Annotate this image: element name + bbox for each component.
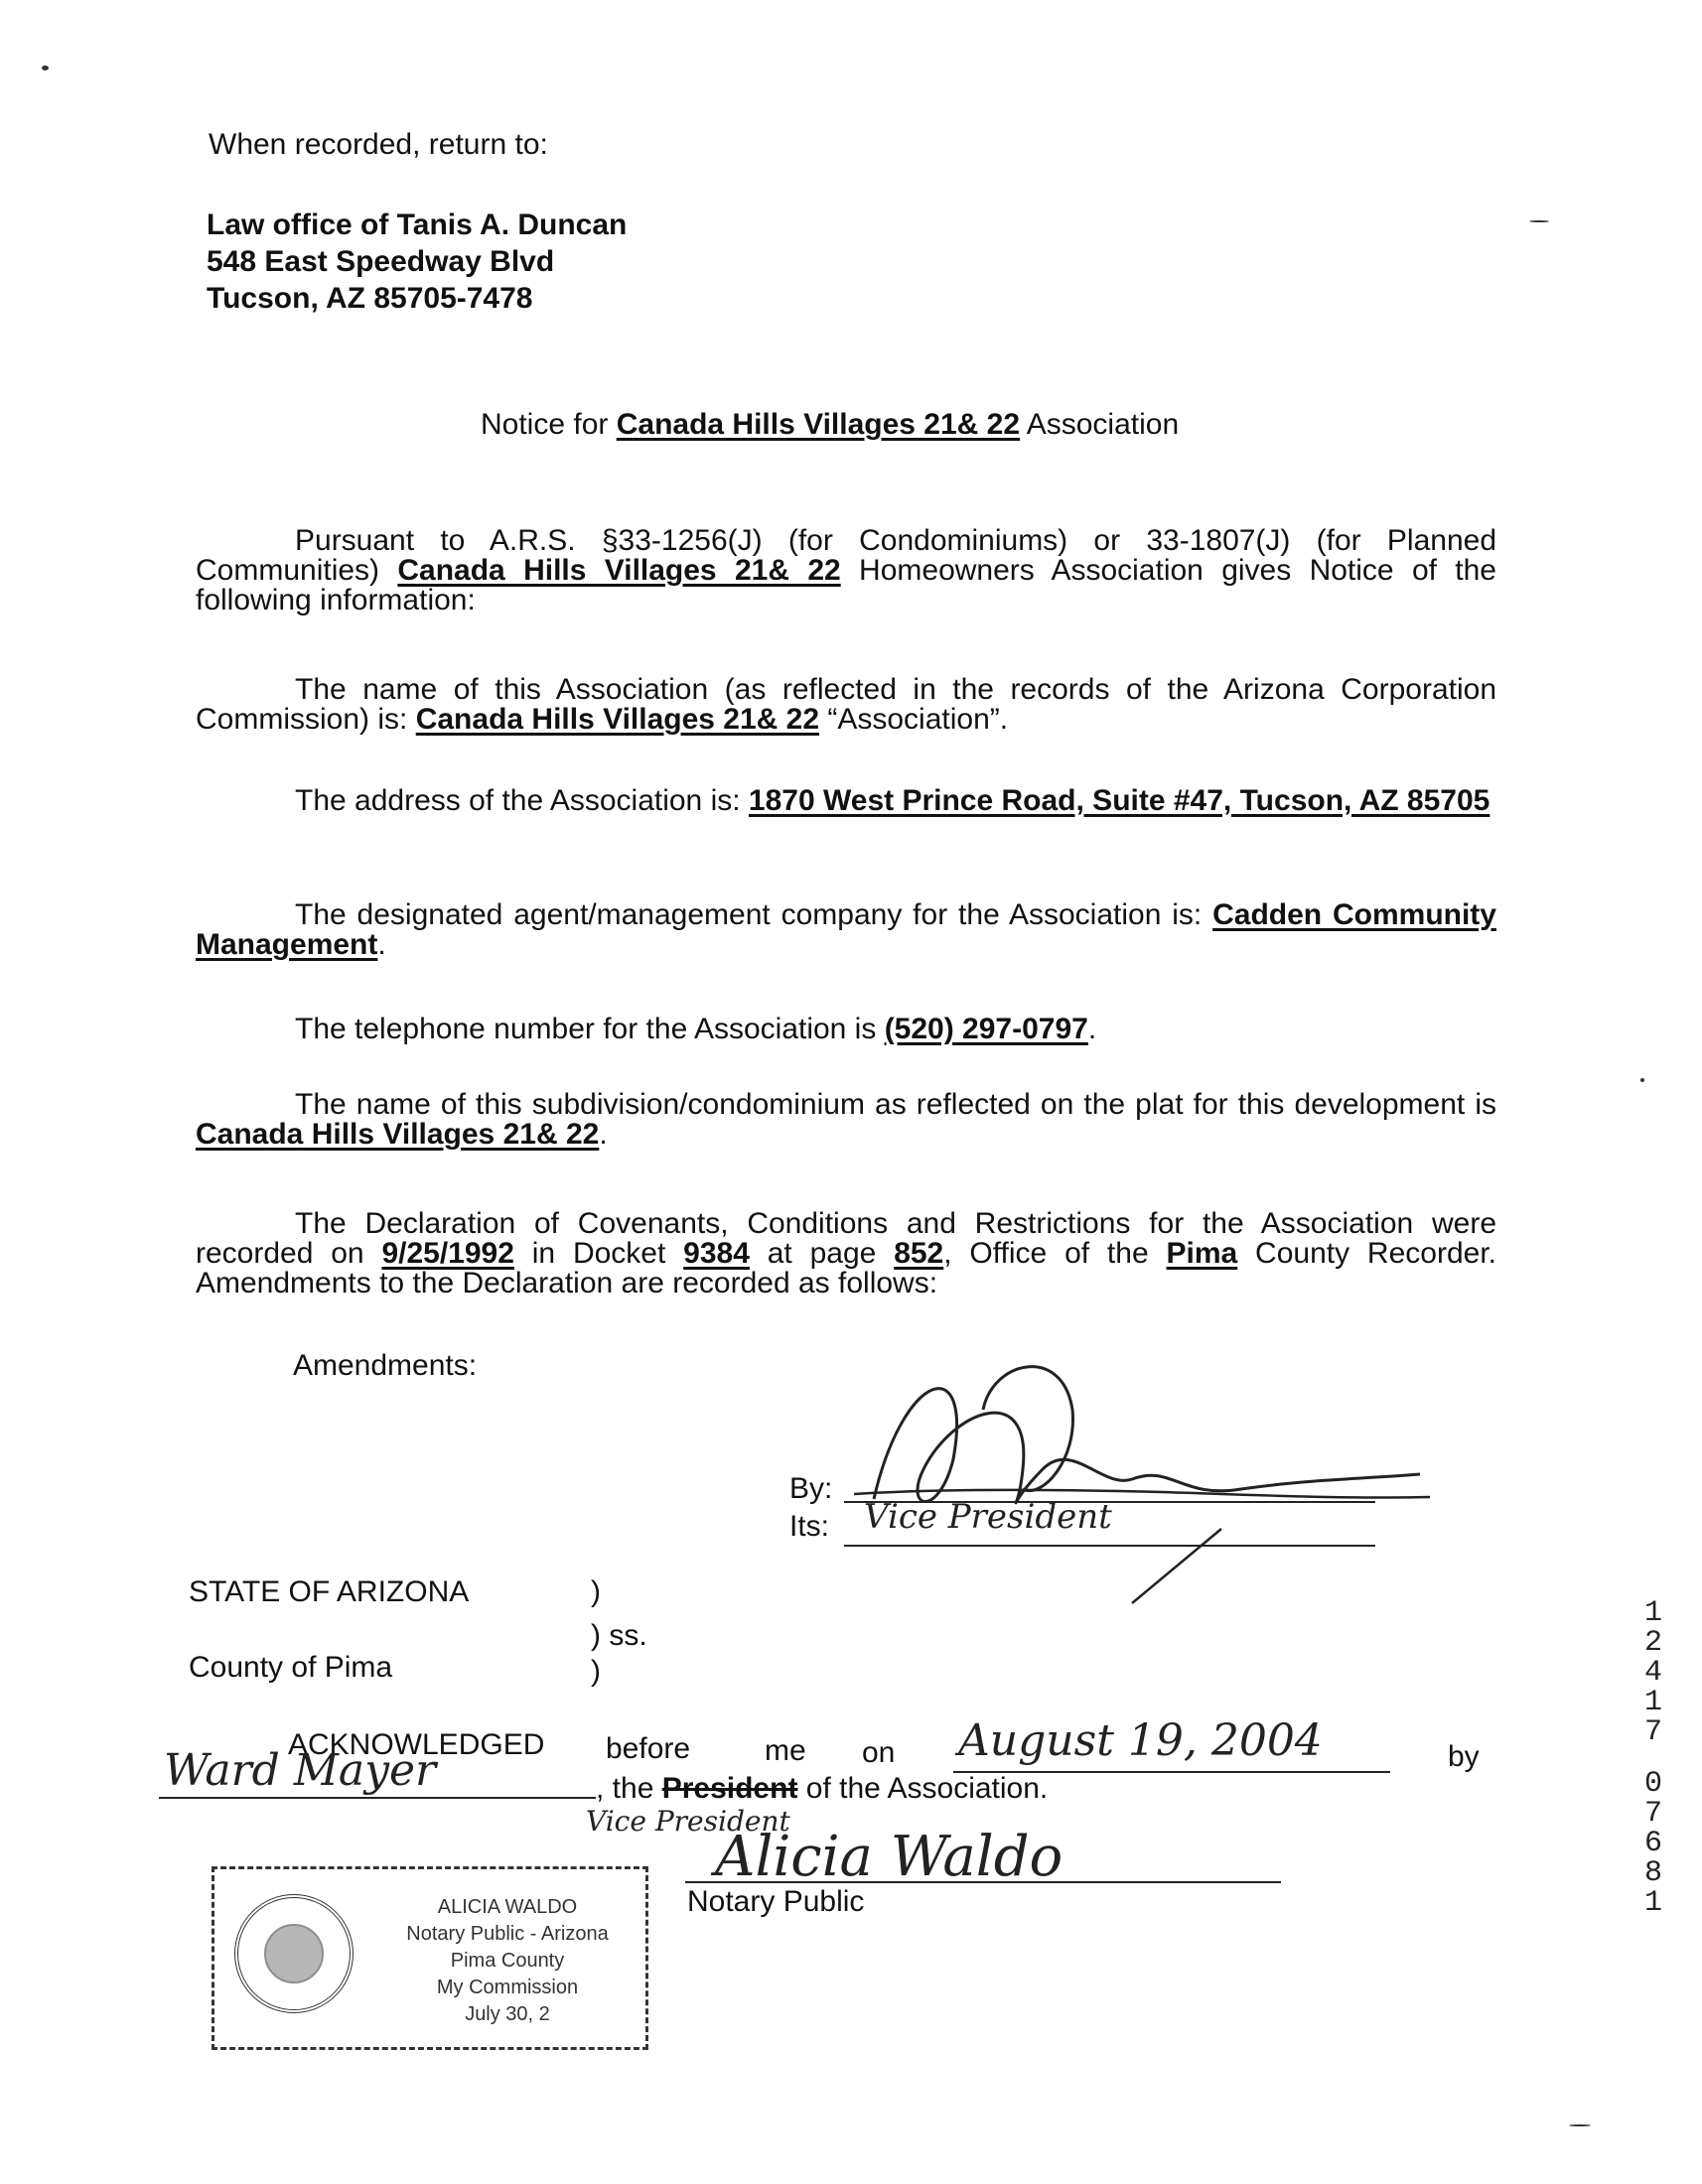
p4-text-a: The designated agent/management company for the Association is: — [295, 898, 1213, 931]
p3-text-a: The address of the Association is: — [295, 784, 749, 817]
stamp-line: My Commission — [436, 1977, 579, 1998]
p7-text-c: at page — [749, 1237, 895, 1270]
venue-ss: ) ss. — [591, 1619, 647, 1652]
name-line — [159, 1797, 596, 1799]
p2-text-b: “Association”. — [819, 703, 1009, 736]
paragraph-address — [196, 786, 1496, 816]
p4-text-b: . — [377, 928, 386, 961]
scan-speck — [1640, 1078, 1644, 1082]
return-to-address — [207, 206, 627, 317]
p1-text-a: Pursuant to A.R.S. §33-1256(J) (for Condominiums) or 33-1807(J) (for Planned Communities) — [196, 524, 1496, 587]
its-label: Its: — [789, 1510, 830, 1543]
recording-digit: 1 — [1643, 1596, 1662, 1630]
recording-digit: 0 — [1643, 1767, 1662, 1801]
scan-speck — [1569, 2124, 1591, 2126]
venue-county: County of Pima — [189, 1651, 393, 1684]
docket-number: 9384 — [683, 1237, 750, 1270]
p7-text-d: , Office of the — [943, 1237, 1167, 1270]
ack-by: by — [1448, 1740, 1480, 1773]
title-suffix: Association — [1020, 408, 1180, 441]
paragraph-subdivision — [196, 1090, 1496, 1150]
notary-signature-line — [685, 1881, 1281, 1883]
paragraph-association-name — [196, 675, 1496, 735]
stamp-line: Notary Public - Arizona — [406, 1923, 609, 1945]
paragraph-agent — [196, 900, 1496, 960]
ack-of-association: of the Association. — [797, 1772, 1049, 1805]
page-title — [481, 407, 1179, 443]
officer-title-handwritten: Vice President — [864, 1497, 1112, 1537]
ack-title-line — [596, 1771, 1048, 1807]
venue-paren: ) — [591, 1575, 601, 1608]
ack-the: , the — [596, 1772, 662, 1805]
p2-text-a: The name of this Association (as reflected in the records of the Arizona Corporation Commission) is: — [196, 673, 1496, 736]
stamp-line: Pima County — [450, 1950, 565, 1972]
paragraph-statute — [196, 526, 1496, 615]
paragraph-declaration — [196, 1209, 1496, 1298]
p7-text-a: The Declaration of Covenants, Conditions and Restrictions for the Association were recorded on — [196, 1207, 1496, 1270]
recording-number — [1638, 1598, 1668, 1918]
p5-text-b: . — [1087, 1013, 1097, 1045]
p5-text-a: The telephone number for the Association is — [295, 1013, 885, 1045]
venue-state: STATE OF ARIZONA — [189, 1575, 470, 1608]
association-name: Canada Hills Villages 21& 22 — [415, 703, 820, 736]
p1-text-b: Homeowners Association gives Notice of the following information: — [196, 554, 1496, 616]
officer-signature — [844, 1350, 1460, 1618]
paragraph-phone — [196, 1015, 1496, 1044]
signer-name-handwritten: Ward Mayer — [164, 1745, 437, 1796]
page-number: 852 — [894, 1237, 944, 1270]
association-name: Canada Hills Villages 21& 22 — [616, 408, 1021, 441]
inserted-title-handwritten: Vice President — [586, 1805, 790, 1838]
recording-digit: 1 — [1643, 1886, 1662, 1920]
return-to-line: 548 East Speedway Blvd — [207, 245, 555, 278]
recording-digit: 8 — [1643, 1856, 1662, 1890]
association-name: Canada Hills Villages 21& 22 — [397, 554, 841, 587]
association-address: 1870 West Prince Road, Suite #47, Tucson, AZ 85705 — [748, 784, 1490, 817]
p7-text-b: in Docket — [513, 1237, 684, 1270]
subdivision-name: Canada Hills Villages 21& 22 — [196, 1118, 600, 1151]
management-company: Cadden Community Management — [196, 898, 1496, 961]
stamp-line: July 30, 2 — [465, 2003, 550, 2025]
p7-text-e: County Recorder. Amendments to the Declaration are recorded as follows: — [196, 1237, 1496, 1299]
association-phone: (520) 297-0797 — [884, 1013, 1088, 1045]
amendments-label: Amendments: — [293, 1349, 478, 1382]
venue-paren: ) — [591, 1655, 601, 1688]
return-to-line: Tucson, AZ 85705-7478 — [207, 282, 533, 315]
recording-digit: 7 — [1643, 1797, 1662, 1831]
recording-digit: 4 — [1643, 1656, 1662, 1690]
recording-digit: 2 — [1643, 1626, 1662, 1660]
return-to-line: Law office of Tanis A. Duncan — [207, 208, 628, 241]
recording-digit: 6 — [1643, 1827, 1662, 1860]
county-name: Pima — [1166, 1237, 1238, 1270]
notary-stamp — [212, 1866, 648, 2050]
recording-digit: 7 — [1643, 1715, 1662, 1749]
stamp-line: ALICIA WALDO — [437, 1896, 578, 1918]
recording-digit: 1 — [1643, 1686, 1662, 1719]
notary-label: Notary Public — [687, 1885, 865, 1918]
ack-label: ACKNOWLEDGED — [288, 1728, 545, 1761]
ack-before: before — [606, 1732, 691, 1765]
title-prefix: Notice for — [481, 408, 617, 441]
by-label: By: — [789, 1472, 833, 1505]
ack-date-handwritten: August 19, 2004 — [958, 1715, 1323, 1766]
recording-date: 9/25/1992 — [381, 1237, 514, 1270]
stamp-text — [368, 1894, 646, 2028]
struck-title: President — [661, 1772, 798, 1805]
p6-text-b: . — [599, 1118, 608, 1151]
ack-on: on — [862, 1736, 896, 1769]
scan-speck — [1529, 220, 1549, 222]
notary-seal-icon — [234, 1894, 354, 2013]
ack-me: me — [765, 1734, 806, 1767]
p6-text-a: The name of this subdivision/condominium as reflected on the plat for this development is — [295, 1088, 1496, 1121]
return-to-heading: When recorded, return to: — [209, 128, 548, 161]
notary-signature: Alicia Waldo — [715, 1825, 1064, 1889]
scan-speck — [42, 66, 49, 70]
